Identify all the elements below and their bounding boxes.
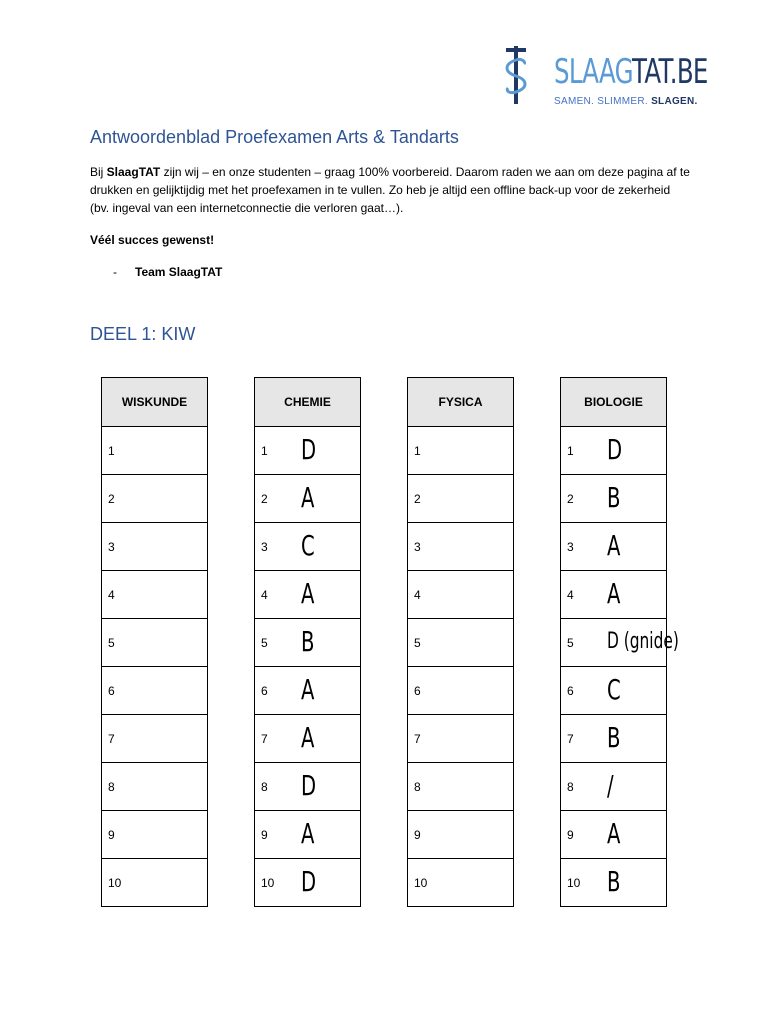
handwritten-answer: A xyxy=(301,577,315,610)
table-row xyxy=(102,475,208,523)
table-row xyxy=(102,715,208,763)
intro-brand: SlaagTAT xyxy=(106,165,161,179)
answer-cell[interactable] xyxy=(561,811,667,859)
answer-cell[interactable] xyxy=(255,475,361,523)
table-row xyxy=(408,427,514,475)
table-row xyxy=(102,763,208,811)
question-number: 1 xyxy=(261,443,268,458)
answer-cell[interactable] xyxy=(408,427,514,475)
handwritten-answer: A xyxy=(301,673,315,706)
handwritten-answer: D xyxy=(301,433,317,466)
table-row xyxy=(102,859,208,907)
question-number: 2 xyxy=(567,491,574,506)
table-row xyxy=(561,571,667,619)
question-number: 9 xyxy=(261,827,268,842)
question-number: 3 xyxy=(261,539,268,554)
question-number: 3 xyxy=(414,539,421,554)
question-number: 1 xyxy=(567,443,574,458)
question-number: 7 xyxy=(108,731,115,746)
table-row xyxy=(102,619,208,667)
question-number: 8 xyxy=(261,779,268,794)
answer-cell[interactable] xyxy=(408,571,514,619)
table-row xyxy=(408,667,514,715)
question-number: 4 xyxy=(414,587,421,602)
team-dash: - xyxy=(113,265,117,279)
handwritten-answer: C xyxy=(301,529,315,562)
team-name: Team SlaagTAT xyxy=(135,265,223,279)
table-row xyxy=(561,667,667,715)
question-number: 6 xyxy=(414,683,421,698)
answer-cell[interactable] xyxy=(255,427,361,475)
question-number: 5 xyxy=(414,635,421,650)
answer-cell[interactable] xyxy=(255,523,361,571)
question-number: 8 xyxy=(414,779,421,794)
answer-cell[interactable] xyxy=(561,427,667,475)
table-row xyxy=(408,571,514,619)
handwritten-answer: A xyxy=(301,721,315,754)
table-row xyxy=(255,619,361,667)
question-number: 1 xyxy=(414,443,421,458)
handwritten-answer: A xyxy=(607,817,621,850)
table-header-biologie: BIOLOGIE xyxy=(561,378,667,427)
question-number: 10 xyxy=(261,875,275,890)
table-row xyxy=(255,667,361,715)
question-number: 9 xyxy=(414,827,421,842)
table-row xyxy=(255,763,361,811)
answer-cell[interactable] xyxy=(561,667,667,715)
question-number: 7 xyxy=(567,731,574,746)
answer-cell[interactable] xyxy=(408,859,514,907)
answer-cell[interactable] xyxy=(408,667,514,715)
table-row xyxy=(408,811,514,859)
handwritten-answer: A xyxy=(301,817,315,850)
answer-cell[interactable] xyxy=(102,763,208,811)
answer-cell[interactable] xyxy=(255,763,361,811)
handwritten-answer: B xyxy=(607,865,621,898)
table-row xyxy=(102,571,208,619)
question-number: 5 xyxy=(261,635,268,650)
intro-text: zijn wij – en onze studenten – graag 100% voorbereid. Daarom raden we aan om deze pagina af te drukken en gelijktijdig met het proefexamen in te vullen. Zo heb je altijd een offline back-up voor de zekerheid (bv. ingeval van een internetconnectie die verloren gaat…). xyxy=(90,165,690,215)
answer-cell[interactable] xyxy=(102,619,208,667)
answer-table-wiskunde xyxy=(101,377,208,907)
question-number: 3 xyxy=(567,539,574,554)
handwritten-answer: D xyxy=(301,769,317,802)
answer-cell[interactable] xyxy=(102,859,208,907)
answer-cell[interactable] xyxy=(561,859,667,907)
answer-cell[interactable] xyxy=(408,715,514,763)
question-number: 10 xyxy=(567,875,581,890)
answer-table-biologie xyxy=(560,377,679,907)
table-row xyxy=(561,523,667,571)
answer-cell[interactable] xyxy=(561,523,667,571)
answer-table-fysica xyxy=(407,377,514,907)
table-row xyxy=(408,715,514,763)
answer-cell[interactable] xyxy=(408,811,514,859)
answer-cell[interactable] xyxy=(408,475,514,523)
table-row xyxy=(102,667,208,715)
table-header-chemie: CHEMIE xyxy=(255,378,361,427)
table-header-wiskunde: WISKUNDE xyxy=(102,378,208,427)
handwritten-answer: A xyxy=(301,481,315,514)
logo-wordmark xyxy=(554,52,708,92)
logo-tagline xyxy=(554,96,698,107)
question-number: 4 xyxy=(108,587,115,602)
table-row xyxy=(561,475,667,523)
answer-cell[interactable] xyxy=(102,523,208,571)
table-row xyxy=(255,859,361,907)
answer-cell[interactable] xyxy=(561,475,667,523)
answer-cell[interactable] xyxy=(255,859,361,907)
answer-cell[interactable] xyxy=(561,715,667,763)
question-number: 4 xyxy=(261,587,268,602)
table-row xyxy=(561,715,667,763)
table-row xyxy=(255,715,361,763)
caduceus-icon xyxy=(500,46,532,106)
table-row xyxy=(408,475,514,523)
handwritten-answer: A xyxy=(607,577,621,610)
question-number: 10 xyxy=(414,875,428,890)
table-row xyxy=(408,763,514,811)
question-number: 2 xyxy=(261,491,268,506)
section-title: DEEL 1: KIW xyxy=(90,324,196,344)
table-row xyxy=(408,859,514,907)
answer-cell[interactable] xyxy=(561,571,667,619)
handwritten-answer: B xyxy=(607,721,621,754)
logo-tagline-part2: SLAGEN. xyxy=(651,96,698,107)
answer-cell[interactable] xyxy=(255,667,361,715)
handwritten-answer: B xyxy=(607,481,621,514)
question-number: 6 xyxy=(108,683,115,698)
table-row xyxy=(561,859,667,907)
handwritten-answer: / xyxy=(607,769,614,802)
answer-cell[interactable] xyxy=(408,523,514,571)
table-row xyxy=(408,619,514,667)
table-row xyxy=(561,427,667,475)
question-number: 2 xyxy=(414,491,421,506)
handwritten-answer: D xyxy=(607,433,623,466)
question-number: 9 xyxy=(567,827,574,842)
good-luck-text: Véél succes gewenst! xyxy=(90,233,215,247)
answer-cell[interactable] xyxy=(102,667,208,715)
question-number: 5 xyxy=(108,635,115,650)
table-row xyxy=(561,811,667,859)
table-row xyxy=(102,523,208,571)
intro-paragraph xyxy=(90,163,690,217)
answer-cell[interactable] xyxy=(408,763,514,811)
question-number: 6 xyxy=(261,683,268,698)
answer-cell[interactable] xyxy=(102,571,208,619)
handwritten-answer: D xyxy=(301,865,317,898)
table-row xyxy=(561,763,667,811)
answer-cell[interactable] xyxy=(102,715,208,763)
question-number: 8 xyxy=(108,779,115,794)
handwritten-answer: B xyxy=(301,625,315,658)
question-number: 7 xyxy=(261,731,268,746)
table-row xyxy=(255,475,361,523)
answer-cell[interactable] xyxy=(102,475,208,523)
table-row xyxy=(408,523,514,571)
table-row xyxy=(102,427,208,475)
team-signature xyxy=(113,265,222,279)
answer-cell[interactable] xyxy=(255,715,361,763)
logo-word-slaag: SLAAG xyxy=(554,52,632,92)
question-number: 10 xyxy=(108,875,122,890)
handwritten-answer: D (gnide) xyxy=(607,629,679,654)
question-number: 2 xyxy=(108,491,115,506)
logo-tagline-part1: SAMEN. SLIMMER. xyxy=(554,96,648,107)
table-row xyxy=(561,619,667,667)
table-row xyxy=(255,571,361,619)
question-number: 5 xyxy=(567,635,574,650)
page-title: Antwoordenblad Proefexamen Arts & Tandarts xyxy=(90,127,459,147)
intro-prefix: Bij xyxy=(90,165,107,179)
question-number: 9 xyxy=(108,827,115,842)
question-number: 3 xyxy=(108,539,115,554)
answer-cell[interactable] xyxy=(408,619,514,667)
table-row xyxy=(255,523,361,571)
logo-word-tat: TAT.BE xyxy=(631,52,708,92)
question-number: 7 xyxy=(414,731,421,746)
answer-cell[interactable] xyxy=(561,619,679,667)
handwritten-answer: A xyxy=(607,529,621,562)
table-row xyxy=(255,427,361,475)
question-number: 4 xyxy=(567,587,574,602)
slaagtat-logo xyxy=(500,46,708,110)
answer-cell[interactable] xyxy=(102,811,208,859)
answer-cell[interactable] xyxy=(561,763,667,811)
answer-table-chemie xyxy=(254,377,361,907)
answer-cell[interactable] xyxy=(255,619,361,667)
question-number: 8 xyxy=(567,779,574,794)
table-row xyxy=(102,811,208,859)
question-number: 1 xyxy=(108,443,115,458)
table-row xyxy=(255,811,361,859)
answer-cell[interactable] xyxy=(102,427,208,475)
handwritten-answer: C xyxy=(607,673,621,706)
question-number: 6 xyxy=(567,683,574,698)
table-header-fysica: FYSICA xyxy=(408,378,514,427)
answer-cell[interactable] xyxy=(255,811,361,859)
answer-cell[interactable] xyxy=(255,571,361,619)
